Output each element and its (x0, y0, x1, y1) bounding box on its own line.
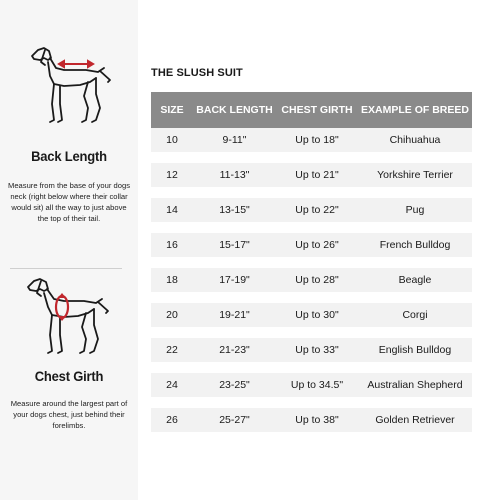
cell-chest-girth: Up to 28" (295, 274, 339, 286)
row-spacer (151, 222, 472, 233)
cell-chest-girth: Up to 18" (295, 134, 339, 146)
table-row (151, 163, 472, 187)
cell-breed: Australian Shepherd (367, 379, 463, 391)
back-length-heading: Back Length (31, 148, 107, 165)
section-divider (10, 268, 122, 269)
cell-chest-girth: Up to 22" (295, 204, 339, 216)
row-spacer-cell (151, 222, 472, 233)
cell-chest-girth: Up to 34.5" (290, 379, 344, 391)
row-spacer-cell (151, 327, 472, 338)
cell-back-length: 15-17" (219, 239, 250, 251)
column-header-back-length: BACK LENGTH (193, 92, 276, 128)
table-row (151, 198, 472, 222)
column-header-chest-girth: CHEST GIRTH (276, 92, 358, 128)
table-row (151, 408, 472, 432)
cell-back-length: 13-15" (219, 204, 250, 216)
cell-breed: Corgi (402, 309, 428, 321)
table-row (151, 233, 472, 257)
column-header-breed: EXAMPLE OF BREED (358, 92, 472, 128)
row-spacer (151, 327, 472, 338)
cell-size: 14 (166, 204, 178, 216)
column-header-size: SIZE (151, 92, 193, 128)
row-spacer-cell (151, 397, 472, 408)
chest-girth-description: Measure around the largest part of your dogs chest, just behind their forelimbs. (10, 399, 128, 430)
cell-chest-girth: Up to 26" (295, 239, 339, 251)
cell-chest-girth: Up to 21" (295, 169, 339, 181)
row-spacer (151, 292, 472, 303)
table-row (151, 373, 472, 397)
size-chart-body (151, 128, 472, 432)
table-row (151, 268, 472, 292)
cell-breed: Chihuahua (389, 134, 441, 146)
row-spacer-cell (151, 187, 472, 198)
row-spacer-cell (151, 152, 472, 163)
cell-chest-girth: Up to 30" (295, 309, 339, 321)
cell-breed: French Bulldog (379, 239, 451, 251)
measuring-guide-panel (0, 0, 138, 500)
row-spacer-cell (151, 292, 472, 303)
chest-girth-heading: Chest Girth (34, 368, 104, 385)
cell-size: 26 (166, 414, 178, 426)
cell-size: 12 (166, 169, 178, 181)
cell-back-length: 21-23" (219, 344, 250, 356)
cell-size: 20 (166, 309, 178, 321)
size-chart-title: THE SLUSH SUIT (151, 67, 243, 79)
cell-size: 22 (166, 344, 178, 356)
dog-back-length-icon (24, 38, 116, 128)
cell-size: 24 (166, 379, 178, 391)
row-spacer-cell (151, 257, 472, 268)
dog-chest-girth-icon (18, 271, 114, 359)
row-spacer (151, 152, 472, 163)
cell-size: 16 (166, 239, 178, 251)
cell-breed: Pug (405, 204, 425, 216)
cell-breed: Golden Retriever (375, 414, 455, 426)
cell-size: 18 (166, 274, 178, 286)
cell-chest-girth: Up to 33" (295, 344, 339, 356)
size-chart-table (151, 92, 472, 432)
cell-breed: Beagle (398, 274, 432, 286)
cell-back-length: 11-13" (219, 169, 250, 181)
cell-back-length: 19-21" (219, 309, 250, 321)
cell-chest-girth: Up to 38" (295, 414, 339, 426)
cell-back-length: 9-11" (222, 134, 247, 146)
row-spacer (151, 397, 472, 408)
cell-back-length: 25-27" (219, 414, 250, 426)
row-spacer (151, 187, 472, 198)
row-spacer (151, 257, 472, 268)
cell-breed: English Bulldog (378, 344, 452, 356)
cell-size: 10 (166, 134, 178, 146)
table-row (151, 303, 472, 327)
table-row (151, 128, 472, 152)
table-header-row (151, 92, 472, 128)
cell-back-length: 23-25" (219, 379, 250, 391)
back-length-description: Measure from the base of your dogs neck (right below where their collar would sit) all the way to just above the top of their tail. (8, 181, 130, 223)
cell-breed: Yorkshire Terrier (377, 169, 453, 181)
table-row (151, 338, 472, 362)
row-spacer (151, 362, 472, 373)
cell-back-length: 17-19" (219, 274, 250, 286)
row-spacer-cell (151, 362, 472, 373)
